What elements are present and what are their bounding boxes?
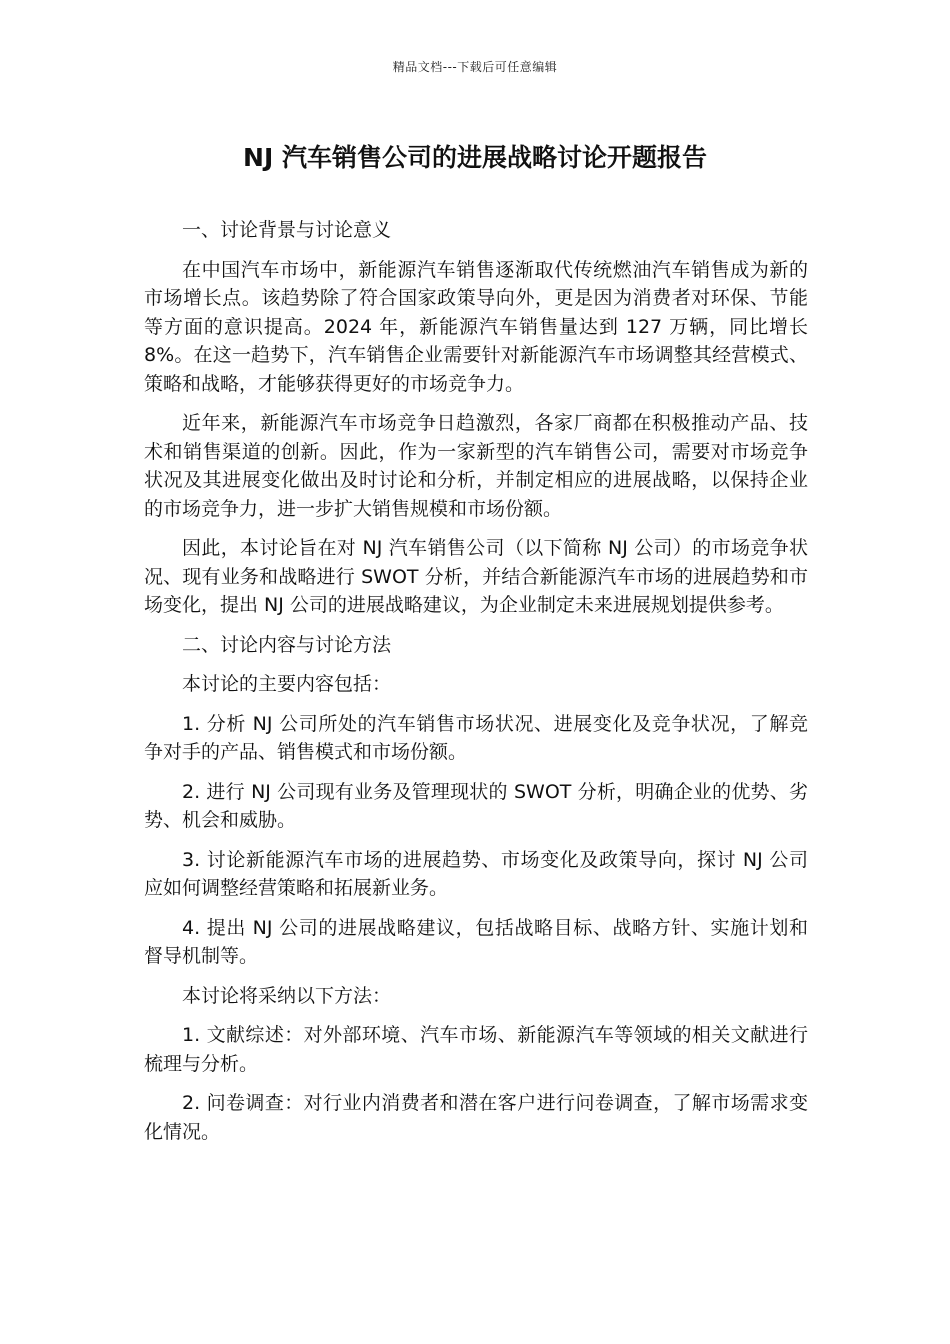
list-item-content-1: 1. 分析 NJ 公司所处的汽车销售市场状况、进展变化及竞争状况，了解竞争对手的产品、销售模式和市场份额。 (144, 712, 808, 763)
paragraph-competition: 近年来，新能源汽车市场竞争日趋激烈，各家厂商都在积极推动产品、技术和销售渠道的创新。因此，作为一家新型的汽车销售公司，需要对市场竞争状况及其进展变化做出及时讨论和分析，并制定相应的进展战略，以保持企业的市场竞争力，进一步扩大销售规模和市场份额。 (144, 412, 808, 520)
list-item-content-2: 2. 进行 NJ 公司现有业务及管理现状的 SWOT 分析，明确企业的优势、劣势、机会和威胁。 (144, 780, 808, 831)
list-item-content-4: 4. 提出 NJ 公司的进展战略建议，包括战略目标、战略方针、实施计划和督导机制等。 (144, 916, 808, 967)
list-item-content-3: 3. 讨论新能源汽车市场的进展趋势、市场变化及政策导向，探讨 NJ 公司应如何调整经营策略和拓展新业务。 (144, 848, 808, 899)
header-note: 精品文档---下载后可任意编辑 (392, 60, 558, 74)
section-heading-content-method: 二、讨论内容与讨论方法 (182, 633, 392, 656)
paragraph-method-intro: 本讨论将采纳以下方法： (182, 984, 392, 1007)
list-item-method-1: 1. 文献综述：对外部环境、汽车市场、新能源汽车等领域的相关文献进行梳理与分析。 (144, 1024, 808, 1075)
section-heading-background: 一、讨论背景与讨论意义 (182, 219, 392, 241)
document-title: NJ 汽车销售公司的进展战略讨论开题报告 (243, 143, 707, 172)
document-body (144, 216, 808, 1157)
paragraph-content-intro: 本讨论的主要内容包括： (182, 673, 392, 695)
list-item-method-2: 2. 问卷调查：对行业内消费者和潜在客户进行问卷调查，了解市场需求变化情况。 (144, 1092, 808, 1143)
paragraph-purpose: 因此，本讨论旨在对 NJ 汽车销售公司（以下简称 NJ 公司）的市场竞争状况、现有业务和战略进行 SWOT 分析，并结合新能源汽车市场的进展趋势和市场变化，提出 NJ 公司的进展战略建议，为企业制定未来进展规划提供参考。 (144, 537, 808, 616)
paragraph-market-trend: 在中国汽车市场中，新能源汽车销售逐渐取代传统燃油汽车销售成为新的市场增长点。该趋势除了符合国家政策导向外，更是因为消费者对环保、节能等方面的意识提高。2024 年，新能源汽车销售量达到 127 万辆，同比增长 8%。在这一趋势下，汽车销售企业需要针对新能源汽车市场调整其经营模式、策略和战略，才能够获得更好的市场竞争力。 (144, 258, 808, 395)
